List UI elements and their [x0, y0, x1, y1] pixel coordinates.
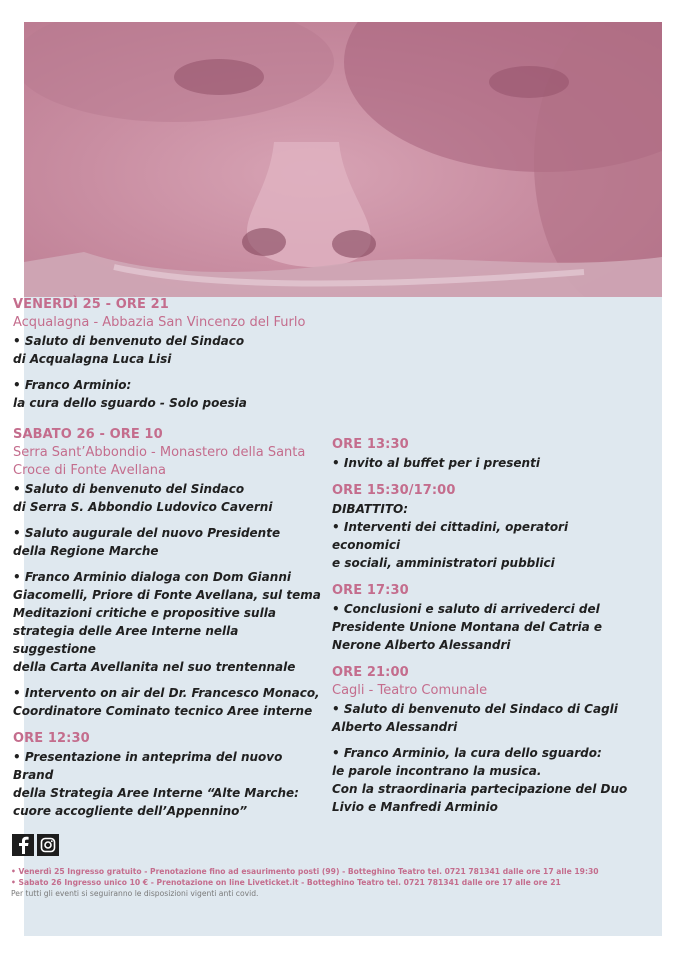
- program-item: • Franco Arminio: la cura dello sguardo - Solo poesia: [13, 378, 247, 410]
- program-right-column: [332, 436, 632, 826]
- program-item: DIBATTITO: • Interventi dei cittadini, operatori economici e sociali, amministratori pubblici: [332, 502, 569, 570]
- venue-label: Cagli - Teatro Comunale: [332, 683, 488, 698]
- instagram-icon[interactable]: [37, 834, 59, 856]
- program-block: [13, 296, 323, 412]
- note-saturday: • Sabato 26 Ingresso unico 10 € - Prenotazione on line Liveticket.it - Botteghino Teatro tel. 0721 781341 dalle ore 17 alle ore 21: [11, 878, 561, 887]
- program-block: [13, 730, 323, 820]
- program-item: • Franco Arminio, la cura dello sguardo: le parole incontrano la musica. Con la straordinaria partecipazione del Duo Livio e Manfredi Arminio: [332, 746, 628, 814]
- facebook-icon[interactable]: [12, 834, 34, 856]
- time-heading: ORE 15:30/17:00: [332, 483, 456, 498]
- program-block: [332, 582, 632, 654]
- time-heading: ORE 17:30: [332, 583, 409, 598]
- program-left-column: [13, 296, 323, 830]
- portrait-illustration: [24, 22, 662, 297]
- footer-notes: [11, 866, 631, 899]
- time-heading: ORE 21:00: [332, 665, 409, 680]
- program-item: • Saluto di benvenuto del Sindaco di Serra S. Abbondio Ludovico Caverni: [13, 482, 273, 514]
- program-item: • Saluto di benvenuto del Sindaco di Acqualagna Luca Lisi: [13, 334, 245, 366]
- program-block: [332, 664, 632, 816]
- program-item: • Conclusioni e saluto di arrivederci del Presidente Unione Montana del Catria e Nerone Alberto Alessandri: [332, 602, 603, 652]
- portrait-photo: [24, 22, 662, 297]
- program-block: [332, 436, 632, 472]
- venue-label: Serra Sant’Abbondio - Monastero della Santa Croce di Fonte Avellana: [13, 445, 306, 478]
- program-item: • Intervento on air del Dr. Francesco Monaco, Coordinatore Cominato tecnico Aree interne: [13, 686, 320, 718]
- program-item: • Presentazione in anteprima del nuovo Brand della Strategia Aree Interne “Alte Marche: cuore accogliente dell’Appennino”: [13, 750, 299, 818]
- time-heading: ORE 13:30: [332, 437, 409, 452]
- program-item: • Invito al buffet per i presenti: [332, 456, 540, 470]
- note-friday: • Venerdì 25 Ingresso gratuito - Prenotazione fino ad esaurimento posti (99) - Botteghino Teatro tel. 0721 781341 dalle ore 17 alle 19:30: [11, 867, 599, 876]
- program-block: [332, 482, 632, 572]
- venue-label: Acqualagna - Abbazia San Vincenzo del Furlo: [13, 315, 306, 330]
- time-heading: VENERDÌ 25 - ORE 21: [13, 297, 169, 312]
- time-heading: ORE 12:30: [13, 731, 90, 746]
- program-item: • Saluto di benvenuto del Sindaco di Cagli Alberto Alessandri: [332, 702, 618, 734]
- note-covid: Per tutti gli eventi si seguiranno le disposizioni vigenti anti covid.: [11, 889, 259, 898]
- program-item: • Franco Arminio dialoga con Dom Gianni Giacomelli, Priore di Fonte Avellana, sul tema Meditazioni critiche e propositive sulla strategia delle Aree Interne nella suggestione della Carta Avellanita nel suo trentennale: [13, 570, 321, 674]
- program-block: [13, 426, 323, 720]
- program-item: • Saluto augurale del nuovo Presidente della Regione Marche: [13, 526, 281, 558]
- social-links: [12, 834, 59, 856]
- time-heading: SABATO 26 - ORE 10: [13, 427, 163, 442]
